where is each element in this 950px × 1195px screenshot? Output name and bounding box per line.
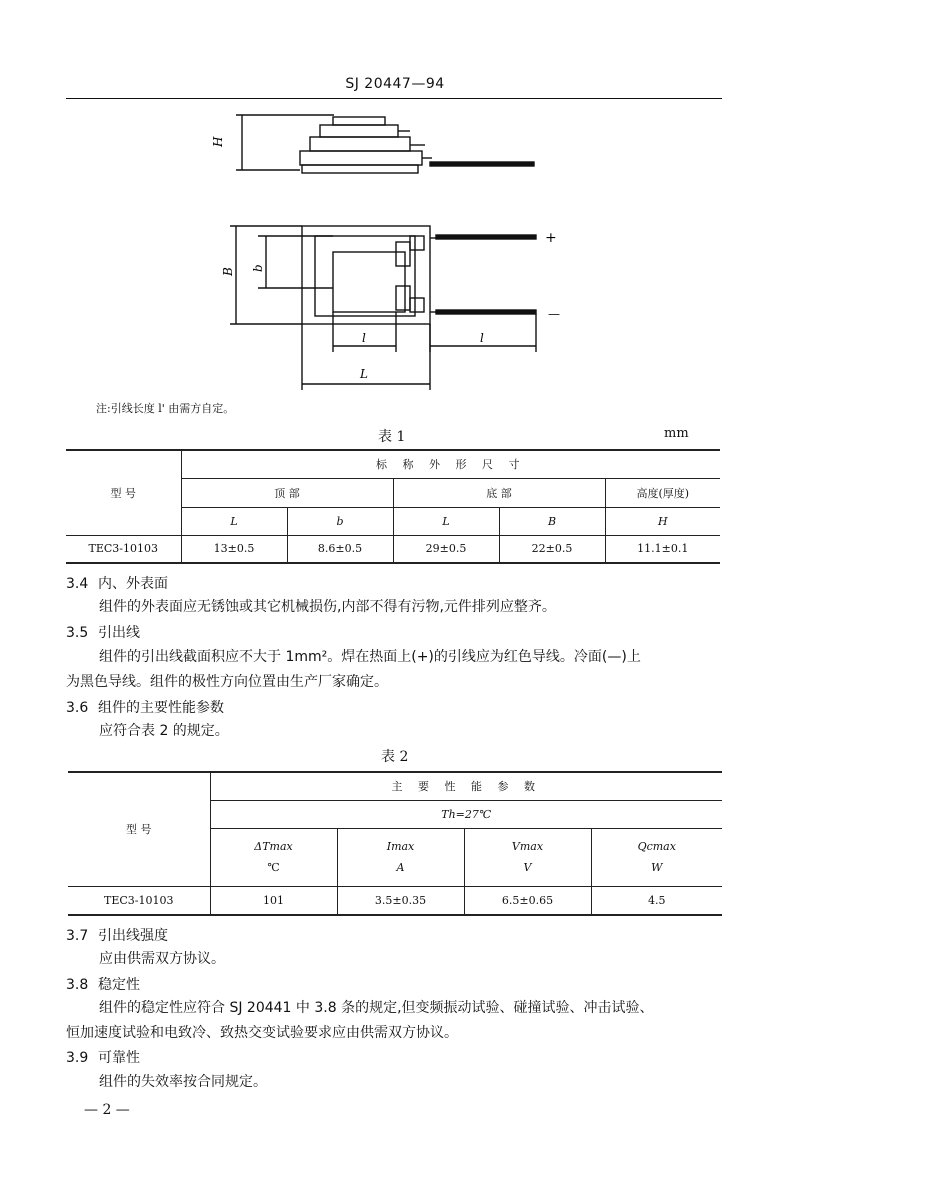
section-3-8-heading: 3.8 稳定性 [66,977,140,993]
table1-model-header: 型 号 [66,450,181,535]
label-l-lead: l [480,331,484,345]
table1-cell: 11.1±0.1 [605,535,720,563]
page-number: — 2 — [84,1102,130,1118]
table1 [66,449,720,564]
section-3-7-text: 应由供需双方协议。 [99,951,225,967]
table-row [66,535,720,563]
section-3-5-text-1: 组件的引出线截面积应不大于 1mm²。焊在热面上(+)的引线应为红色导线。冷面(—)上 [99,649,641,665]
table1-cell: 13±0.5 [181,535,287,563]
section-3-6-text: 应符合表 2 的规定。 [99,723,229,739]
label-L: L [360,367,368,381]
table1-subgroup-bottom: 底 部 [393,478,605,507]
table1-col-L-top: L [181,507,287,535]
table2-cell: 4.5 [591,886,722,915]
table2-col-dtmax: ΔTmax ℃ [210,828,337,886]
label-b: b [251,264,265,272]
table2-group-header: 主 要 性 能 参 数 [210,772,722,800]
section-3-4-text: 组件的外表面应无锈蚀或其它机械损伤,内部不得有污物,元件排列应整齐。 [99,599,556,615]
table2-cell: 3.5±0.35 [337,886,464,915]
table1-model: TEC3-10103 [66,535,181,563]
section-3-8-text-2: 恒加速度试验和电致冷、致热交变试验要求应由供需双方协议。 [66,1025,458,1041]
table1-subgroup-height: 高度(厚度) [605,478,720,507]
table2-model: TEC3-10103 [68,886,210,915]
table2-col-imax: Imax A [337,828,464,886]
table2-cell: 6.5±0.65 [464,886,591,915]
section-3-4-heading: 3.4 内、外表面 [66,576,168,592]
table1-col-B: B [499,507,605,535]
label-H: H [211,136,225,147]
label-B: B [221,267,235,276]
table2-col-qcmax: Qcmax W [591,828,722,886]
table2-model-header: 型 号 [68,772,210,886]
table1-cell: 8.6±0.5 [287,535,393,563]
section-3-7-heading: 3.7 引出线强度 [66,928,168,944]
section-3-9-heading: 3.9 可靠性 [66,1050,140,1066]
section-3-5-text-2: 为黑色导线。组件的极性方向位置由生产厂家确定。 [66,674,388,690]
section-3-6-heading: 3.6 组件的主要性能参数 [66,700,224,716]
table1-subgroup-top: 顶 部 [181,478,393,507]
section-3-5-heading: 3.5 引出线 [66,625,140,641]
table1-col-L-bottom: L [393,507,499,535]
figure-note: 注:引线长度 l' 由需方自定。 [96,402,235,415]
table1-cell: 29±0.5 [393,535,499,563]
table1-group-header: 标 称 外 形 尺 寸 [181,450,720,478]
table1-cell: 22±0.5 [499,535,605,563]
section-3-9-text: 组件的失效率按合同规定。 [99,1074,267,1090]
dimension-drawing [0,0,950,400]
table2-cell: 101 [210,886,337,915]
label-l-inner: l [362,331,366,345]
table1-caption: 表 1 [378,429,406,445]
table1-col-H: H [605,507,720,535]
standard-code: SJ 20447—94 [345,76,445,92]
table2 [68,771,722,916]
table1-unit: mm [664,426,689,441]
table2-condition: Th=27℃ [210,800,722,828]
table2-caption: 表 2 [381,749,409,765]
table2-col-vmax: Vmax V [464,828,591,886]
section-3-8-text-1: 组件的稳定性应符合 SJ 20441 中 3.8 条的规定,但变频振动试验、碰撞试验、冲击试验、 [99,1000,654,1016]
table-row [68,886,722,915]
label-plus: + [545,230,557,246]
label-minus: — [548,307,560,321]
table1-col-b: b [287,507,393,535]
